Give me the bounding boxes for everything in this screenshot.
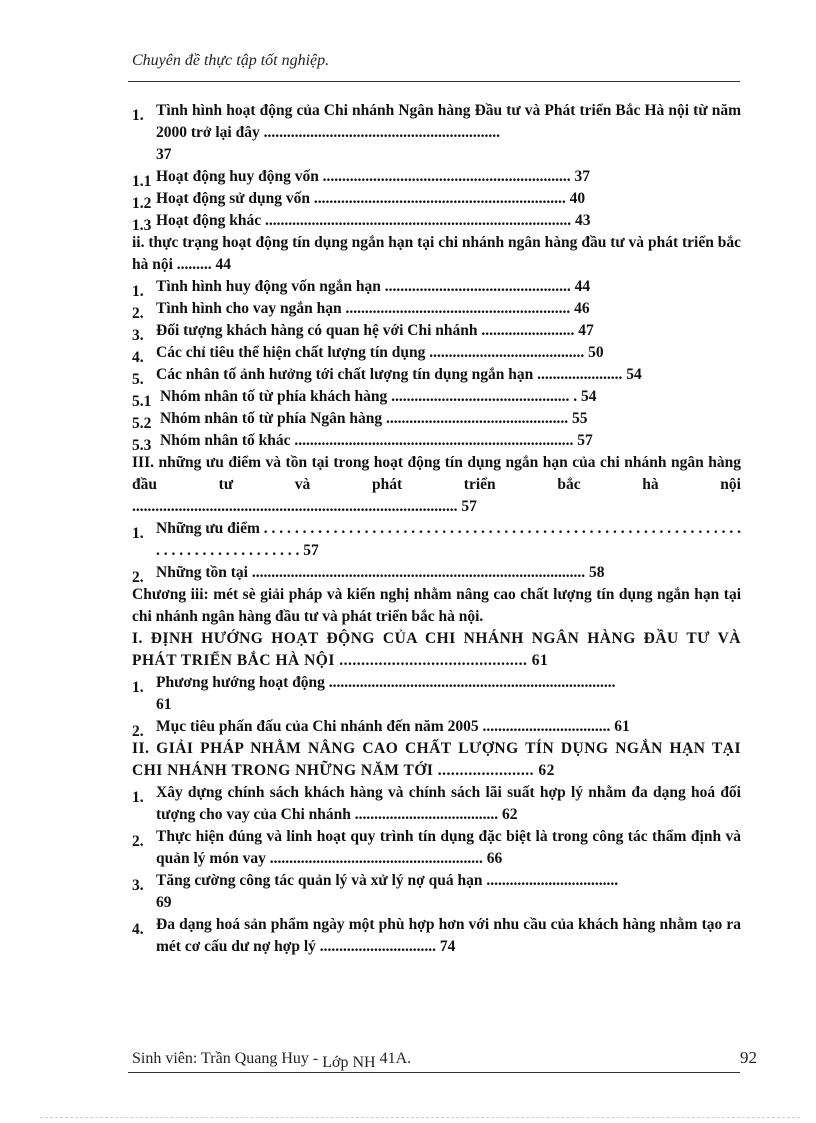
table-of-contents (132, 100, 741, 958)
toc-text: ii. thực trạng hoạt động tín dụng ngắn hạn tại chi nhánh ngân hàng đầu tư và phát triển bắc hà nội ......... 44 (132, 234, 741, 273)
toc-text: Hoạt động sử dụng vốn ................................................................. 40 (156, 190, 586, 207)
toc-entry (132, 364, 741, 386)
toc-chapter (132, 584, 741, 628)
toc-entry (132, 188, 741, 210)
toc-number: 1. (132, 679, 144, 696)
toc-entry (132, 870, 741, 914)
header-divider (128, 81, 740, 82)
toc-text: Đối tượng khách hàng có quan hệ với Chi nhánh ........................ 47 (156, 322, 594, 339)
toc-text: Tình hình cho vay ngắn hạn .......................................................... 46 (156, 300, 590, 317)
student-name: Sinh viên: Trần Quang Huy - (132, 1050, 323, 1067)
toc-number: 4. (132, 349, 144, 366)
toc-number: 2. (132, 569, 144, 586)
toc-text: Thực hiện đúng và linh hoạt quy trình tín dụng đặc biệt là trong công tác thẩm định và quản lý món vay ....................................................... 66 (156, 828, 741, 867)
toc-text: Những tồn tại ...................................................................................... 58 (156, 564, 605, 581)
toc-text: Mục tiêu phấn đấu của Chi nhánh đến năm 2005 ................................. 61 (156, 718, 630, 735)
toc-number: 2. (132, 833, 144, 850)
toc-page: 61 (156, 696, 172, 713)
toc-page: 37 (156, 146, 172, 163)
toc-section (132, 628, 741, 672)
toc-text: Hoạt động khác ............................................................................... 43 (156, 212, 591, 229)
toc-text: Các chỉ tiêu thể hiện chất lượng tín dụng ........................................ 50 (156, 344, 604, 361)
toc-number: 5.3 (132, 437, 152, 454)
toc-entry (132, 430, 741, 452)
toc-number: 5. (132, 371, 144, 388)
toc-number: 1.2 (132, 195, 152, 212)
toc-text: Phương hướng hoạt động .......................................................................... (156, 674, 616, 691)
toc-text: Nhóm nhân tố khác ........................................................................ 57 (160, 432, 593, 449)
toc-text: Tình hình huy động vốn ngắn hạn ................................................ 44 (156, 278, 591, 295)
toc-text: Nhóm nhân tố từ phía Ngân hàng ............................................... 55 (160, 410, 588, 427)
toc-entry (132, 562, 741, 584)
toc-number: 1. (132, 789, 144, 806)
toc-text: Những ưu điểm . . . . . . . . . . . . . . . . . . . . . . . . . . . . . . . . . . . . . . . . . . . . . . . . . . . . . . . . . . . . . . . . . . . . . . . . . . . . . . . . . 57 (156, 520, 741, 559)
toc-entry (132, 276, 741, 298)
toc-entry (132, 210, 741, 232)
toc-text: Các nhân tố ảnh hưởng tới chất lượng tín dụng ngắn hạn ...................... 54 (156, 366, 642, 383)
toc-entry (132, 914, 741, 958)
toc-entry (132, 386, 741, 408)
toc-text: Hoạt động huy động vốn ................................................................ 37 (156, 168, 591, 185)
toc-entry (132, 782, 741, 826)
toc-entry (132, 672, 741, 716)
page-number: 92 (740, 1048, 757, 1067)
toc-number: 2. (132, 723, 144, 740)
toc-entry (132, 342, 741, 364)
toc-number: 2. (132, 305, 144, 322)
toc-number: 1.1 (132, 173, 152, 190)
page-break-line (40, 1117, 800, 1118)
toc-number: 3. (132, 877, 144, 894)
toc-section (132, 232, 741, 276)
class-label: Lớp NH (322, 1054, 376, 1071)
toc-entry (132, 826, 741, 870)
toc-entry (132, 408, 741, 430)
toc-entry (132, 716, 741, 738)
running-header: Chuyên đề thực tập tốt nghiệp. (132, 52, 330, 69)
toc-number: 1. (132, 107, 144, 124)
toc-text: Chương iii: mét sè giải pháp và kiến nghị nhằm nâng cao chất lượng tín dụng ngắn hạn tại chi nhánh ngân hàng đầu tư và phát triển bắc hà nội. (132, 586, 741, 625)
toc-text: Nhóm nhân tố từ phía khách hàng .............................................. . 54 (160, 388, 597, 405)
footer-divider (128, 1072, 740, 1073)
toc-section (132, 452, 741, 518)
toc-section (132, 738, 741, 782)
toc-dots: .................................................................................... 57 (132, 498, 477, 515)
toc-entry (132, 518, 741, 562)
toc-number: 5.2 (132, 415, 152, 432)
toc-text: Tình hình hoạt động của Chi nhánh Ngân hàng Đầu tư và Phát triển Bắc Hà nội từ năm 2000 trở lại đây ............................................................. (156, 102, 741, 141)
toc-entry (132, 166, 741, 188)
running-footer (132, 1050, 412, 1071)
toc-text: Đa dạng hoá sản phẩm ngày một phù hợp hơn với nhu cầu của khách hàng nhằm tạo ra mét cơ cấu dư nợ hợp lý .............................. 74 (156, 916, 741, 955)
toc-number: 4. (132, 921, 144, 938)
toc-number: 1. (132, 525, 144, 542)
toc-entry (132, 100, 741, 166)
toc-text: II. GIẢI PHÁP NHẰM NÂNG CAO CHẤT LƯỢNG TÍN DỤNG NGẮN HẠN TẠI CHI NHÁNH TRONG NHỮNG NĂM TỚI ...................... 62 (132, 740, 741, 779)
toc-entry (132, 320, 741, 342)
class-code: 41A. (375, 1050, 412, 1067)
toc-number: 1. (132, 283, 144, 300)
toc-number: 1.3 (132, 217, 152, 234)
toc-page: 69 (156, 894, 172, 911)
toc-number: 5.1 (132, 393, 152, 410)
toc-text: III. những ưu điểm và tồn tại trong hoạt động tín dụng ngắn hạn của chi nhánh ngân hàng đầu tư và phát triển bắc hà nội (132, 454, 741, 493)
toc-text: Tăng cường công tác quản lý và xử lý nợ quá hạn .................................. (156, 872, 619, 889)
toc-entry (132, 298, 741, 320)
toc-text: I. ĐỊNH HƯỚNG HOẠT ĐỘNG CỦA CHI NHÁNH NGÂN HÀNG ĐẦU TƯ VÀ PHÁT TRIỂN BẮC HÀ NỘI ........................................... 61 (132, 630, 741, 669)
toc-text: Xây dựng chính sách khách hàng và chính sách lãi suất hợp lý nhằm đa dạng hoá đối tượng cho vay của Chi nhánh ..................................... 62 (156, 784, 741, 823)
toc-number: 3. (132, 327, 144, 344)
